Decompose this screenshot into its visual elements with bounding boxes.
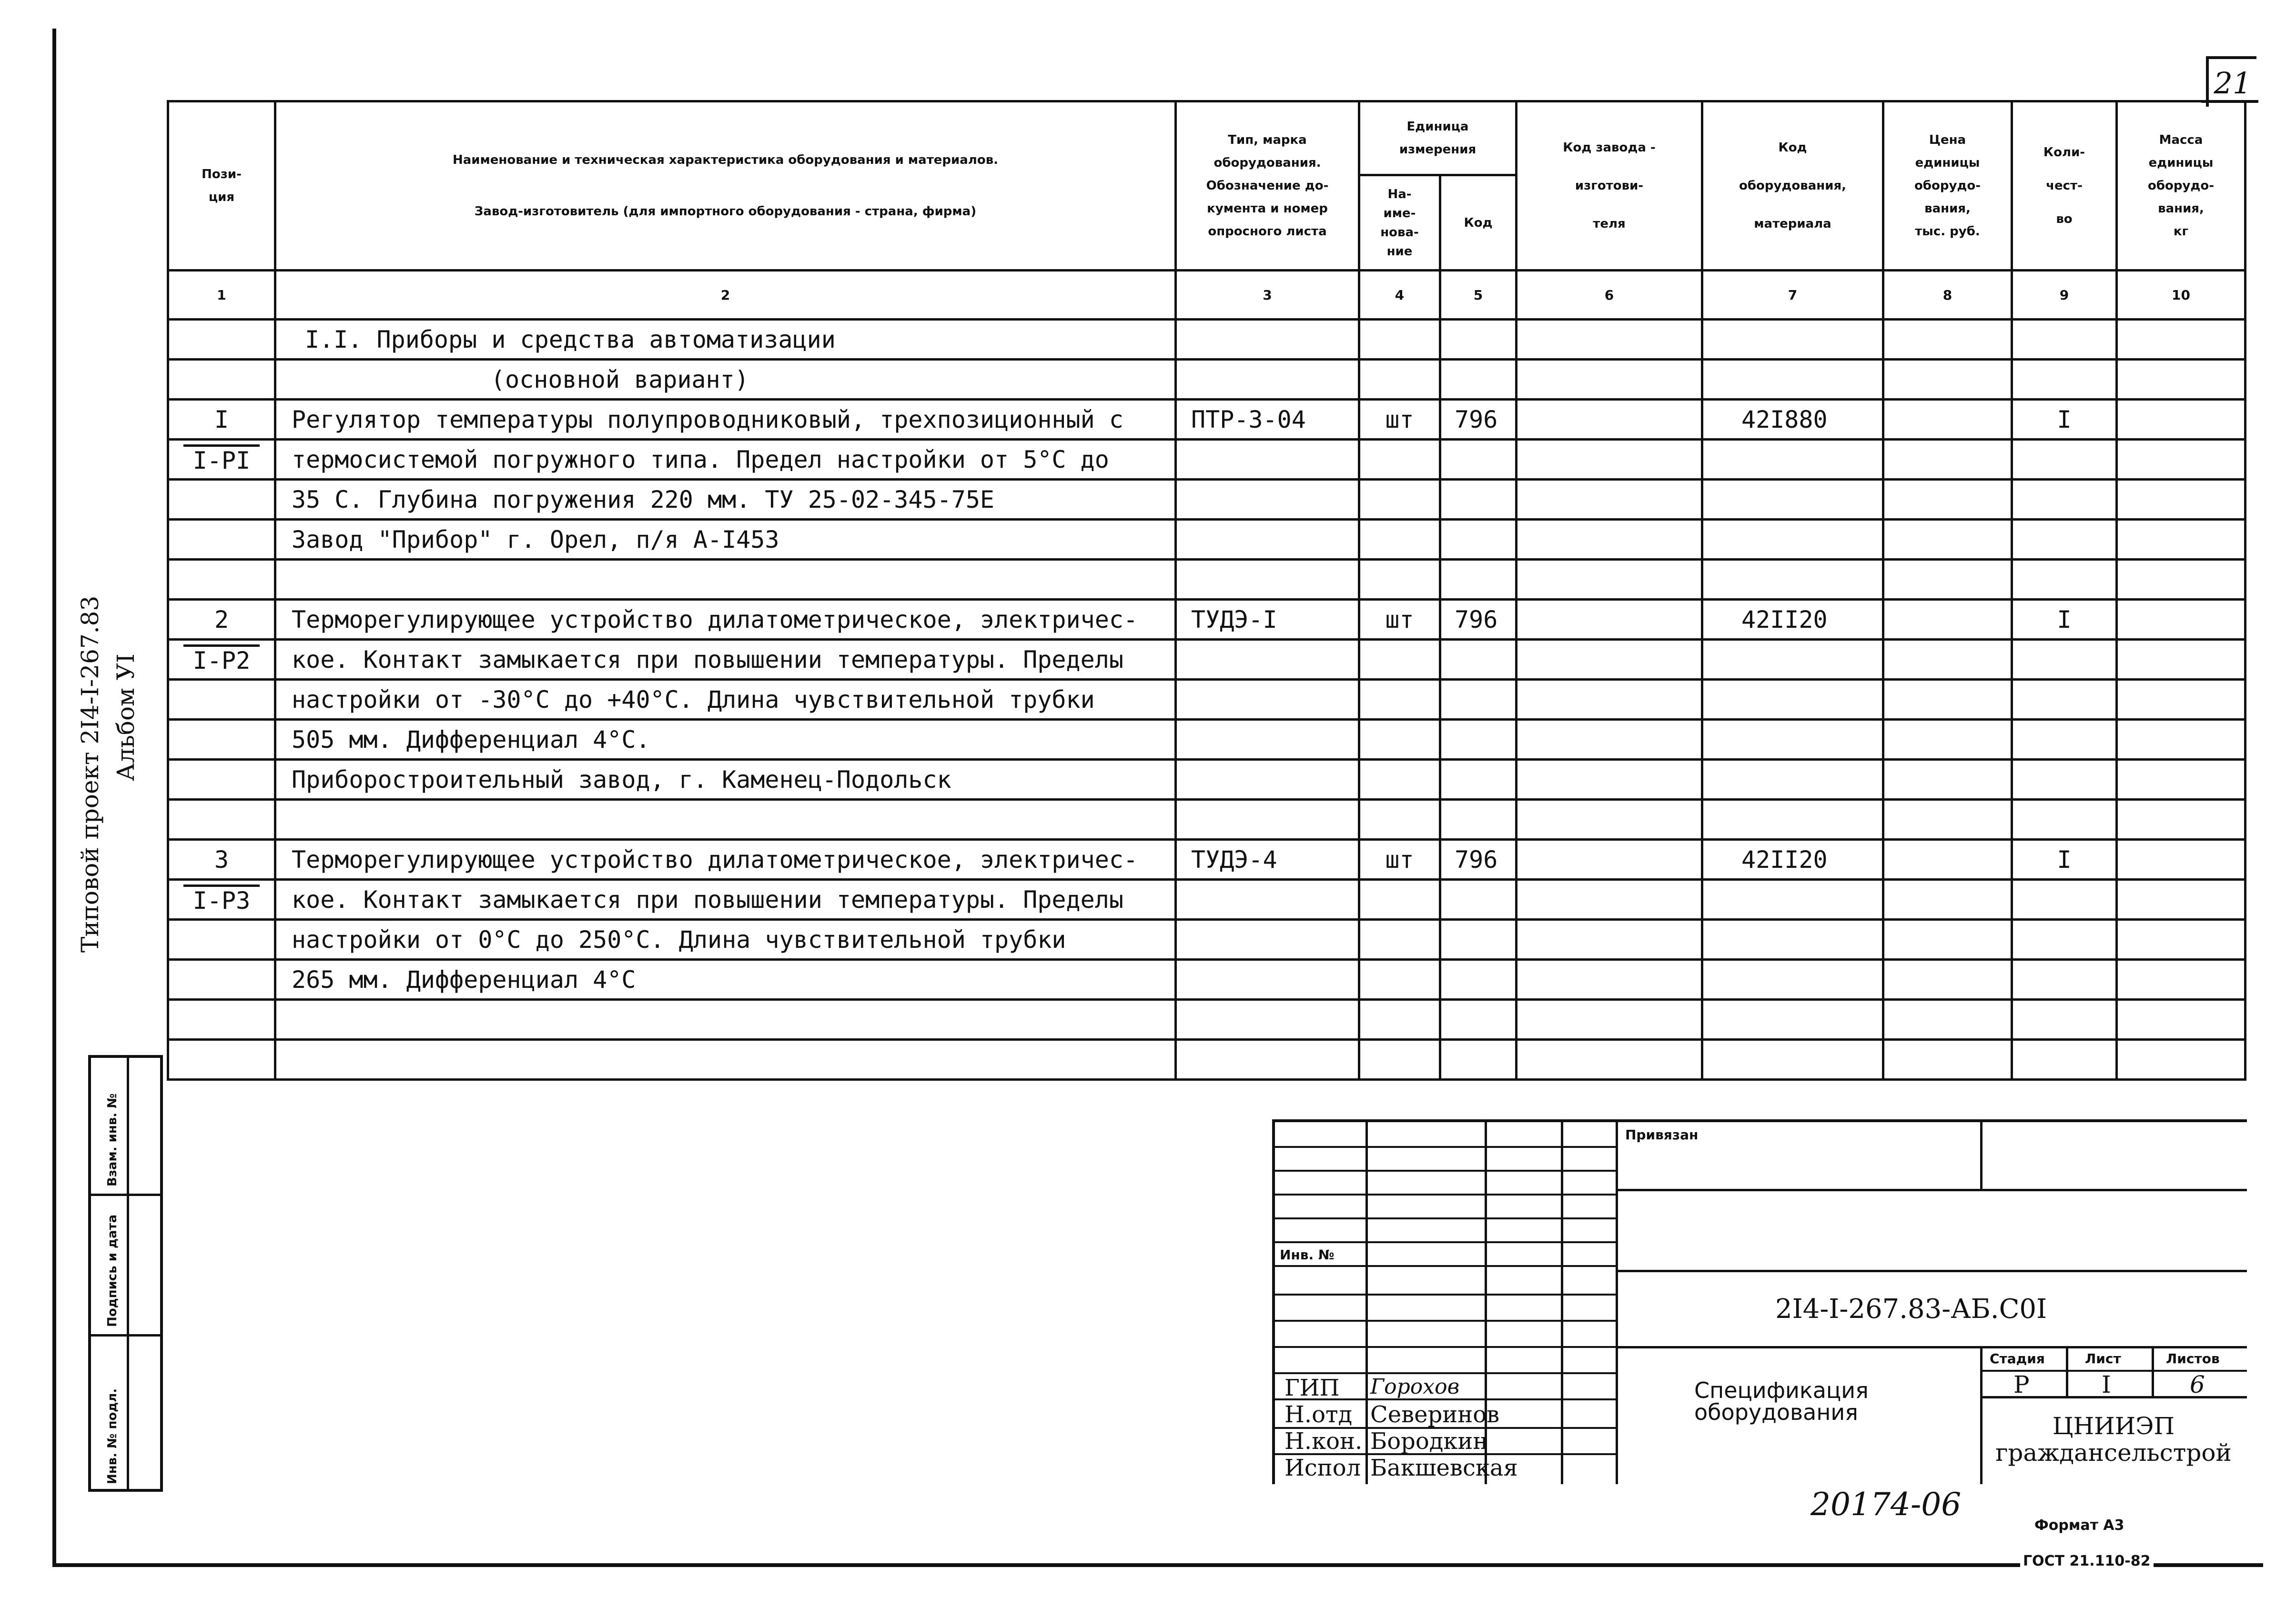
role-executor: Испол xyxy=(1285,1455,1361,1481)
stage-value: Р xyxy=(2013,1371,2030,1398)
tb-line xyxy=(2152,1346,2154,1398)
col-number: 3 xyxy=(1176,271,1359,320)
item-description: настройки от -30°С до +40°С. Длина чувствительной трубки xyxy=(275,680,1176,720)
item-description: 35 С. Глубина погружения 220 мм. ТУ 25-02-345-75Е xyxy=(275,480,1176,520)
side-album-title: Альбом УI xyxy=(112,653,140,781)
item-equipment-code: 42II20 xyxy=(1702,840,1883,880)
tb-line xyxy=(1275,1346,1616,1348)
gost-label: ГОСТ 21.110-82 xyxy=(2020,1553,2154,1569)
sheet-value: I xyxy=(2102,1371,2111,1398)
format-label: Формат А3 xyxy=(2034,1517,2124,1534)
table-row xyxy=(168,880,2245,920)
frame-left-border xyxy=(52,29,56,1567)
table-row xyxy=(168,1000,2245,1040)
sheet-label: Лист xyxy=(2085,1351,2121,1367)
tb-line xyxy=(1275,1194,1616,1196)
item-unit-code: 796 xyxy=(1440,400,1517,440)
item-equipment-code: 42I880 xyxy=(1702,400,1883,440)
col-number: 4 xyxy=(1359,271,1440,320)
stamp-label-inv-original: Инв. № подл. xyxy=(105,1388,120,1484)
item-description: настройки от 0°С до 250°С. Длина чувствительной трубки xyxy=(275,920,1176,960)
col-number: 10 xyxy=(2117,271,2245,320)
name-head-control: Бородкин xyxy=(1370,1428,1488,1455)
item-type: ТУДЭ-I xyxy=(1176,600,1359,640)
tb-line xyxy=(1275,1170,1616,1172)
handwritten-number: 20174-06 xyxy=(1811,1486,1962,1523)
table-row xyxy=(168,600,2245,640)
stage-label: Стадия xyxy=(1990,1351,2045,1367)
table-row xyxy=(168,840,2245,880)
header-unit-name: На- име- нова- ние xyxy=(1359,175,1440,271)
item-unit: шт xyxy=(1359,840,1440,880)
header-quantity: Коли- чест- во xyxy=(2012,101,2117,271)
table-row xyxy=(168,1040,2245,1080)
header-unit-price: Цена единицы оборудо- вания, тыс. руб. xyxy=(1883,101,2012,271)
tb-line xyxy=(1275,1146,1616,1148)
item-description: Регулятор температуры полупроводниковый, трехпозиционный с xyxy=(275,400,1176,440)
tb-line xyxy=(1275,1372,1616,1374)
table-row xyxy=(168,920,2245,960)
role-head-control: Н.кон. xyxy=(1285,1428,1363,1455)
table-row xyxy=(168,440,2245,480)
role-head-dept: Н.отд xyxy=(1285,1401,1353,1428)
stamp-divider xyxy=(91,1334,160,1337)
table-row xyxy=(168,520,2245,560)
section-subtitle: (основной вариант) xyxy=(275,360,1176,400)
col-number: 1 xyxy=(168,271,275,320)
table-row xyxy=(168,800,2245,840)
item-description: Приборостроительный завод, г. Каменец-Подольск xyxy=(275,760,1176,800)
header-factory-code: Код завода - изготови- теля xyxy=(1517,101,1702,271)
document-code: 2I4-I-267.83-АБ.С0I xyxy=(1775,1294,2047,1325)
role-gip: ГИП xyxy=(1285,1375,1340,1401)
sheets-value: 6 xyxy=(2190,1371,2205,1398)
item-unit-code: 796 xyxy=(1440,840,1517,880)
item-type: ТУДЭ-4 xyxy=(1176,840,1359,880)
item-unit-code: 796 xyxy=(1440,600,1517,640)
item-description: термосистемой погружного типа. Предел настройки от 5°С до xyxy=(275,440,1176,480)
item-subposition-label: I-PI xyxy=(183,444,260,474)
table-row xyxy=(168,960,2245,1000)
item-unit: шт xyxy=(1359,600,1440,640)
item-quantity: I xyxy=(2012,400,2117,440)
header-type: Тип, марка оборудования. Обозначение до- кумента и номер опросного листа xyxy=(1176,101,1359,271)
organization-name: ЦНИИЭП граждансельстрой xyxy=(1995,1412,2232,1467)
item-subposition xyxy=(168,640,275,680)
frame-bottom-border xyxy=(52,1563,2263,1567)
name-gip: Горохов xyxy=(1370,1375,1460,1399)
table-row xyxy=(168,680,2245,720)
item-description: Терморегулирующее устройство дилатометрическое, электричес- xyxy=(275,840,1176,880)
name-head-dept: Северинов xyxy=(1370,1401,1500,1428)
header-equipment-code: Код оборудования, материала xyxy=(1702,101,1883,271)
header-position: Пози- ция xyxy=(168,101,275,271)
header-name-line2: Завод-изготовитель (для импортного оборудования - страна, фирма) xyxy=(474,204,977,219)
stamp-inner-line xyxy=(127,1058,129,1489)
item-description: кое. Контакт замыкается при повышении температуры. Пределы xyxy=(275,640,1176,680)
col-number: 6 xyxy=(1517,271,1702,320)
tb-line xyxy=(1275,1217,1616,1219)
title-block xyxy=(1272,1119,2247,1484)
specification-table xyxy=(167,100,2246,1081)
table-row xyxy=(168,560,2245,600)
stamp-label-replaced-inv: Взам. инв. № xyxy=(105,1093,120,1186)
tb-line xyxy=(2066,1346,2068,1398)
header-name xyxy=(275,101,1176,271)
item-description: 505 мм. Дифференциал 4°С. xyxy=(275,720,1176,760)
tb-line xyxy=(1980,1346,1982,1484)
item-subposition xyxy=(168,880,275,920)
item-subposition-label: I-P3 xyxy=(183,884,260,915)
item-unit: шт xyxy=(1359,400,1440,440)
header-name-line1: Наименование и техническая характеристика оборудования и материалов. xyxy=(452,153,999,167)
col-number: 2 xyxy=(275,271,1176,320)
col-number: 8 xyxy=(1883,271,2012,320)
tb-line xyxy=(1980,1122,1982,1189)
header-unit: Единица измерения xyxy=(1359,101,1517,175)
table-row xyxy=(168,480,2245,520)
table-row xyxy=(168,760,2245,800)
item-position: I xyxy=(168,400,275,440)
tb-line xyxy=(1616,1189,2247,1191)
tb-line xyxy=(1275,1241,1616,1243)
tb-line xyxy=(1275,1320,1616,1322)
stamp-label-signature-date: Подпись и дата xyxy=(105,1214,120,1327)
page-number: 21 xyxy=(2206,56,2256,107)
item-description: 265 мм. Дифференциал 4°С xyxy=(275,960,1176,1000)
tb-line xyxy=(1275,1265,1616,1267)
tb-line xyxy=(1616,1270,2247,1272)
item-position: 2 xyxy=(168,600,275,640)
item-description: кое. Контакт замыкается при повышении температуры. Пределы xyxy=(275,880,1176,920)
tb-line xyxy=(1616,1122,1618,1484)
item-subposition xyxy=(168,440,275,480)
tb-line xyxy=(1365,1122,1368,1484)
tb-line xyxy=(1561,1122,1563,1484)
table-row xyxy=(168,640,2245,680)
document-title: Спецификация оборудования xyxy=(1694,1377,1869,1425)
item-subposition-label: I-P2 xyxy=(183,644,260,674)
section-title: I.I. Приборы и средства автоматизации xyxy=(275,320,1176,360)
table-row xyxy=(168,360,2245,400)
name-executor: Бакшевская xyxy=(1370,1455,1518,1481)
table-row xyxy=(168,400,2245,440)
item-position: 3 xyxy=(168,840,275,880)
col-number: 9 xyxy=(2012,271,2117,320)
item-description: Завод "Прибор" г. Орел, п/я А-I453 xyxy=(275,520,1176,560)
item-equipment-code: 42II20 xyxy=(1702,600,1883,640)
header-unit-code: Код xyxy=(1440,175,1517,271)
item-quantity: I xyxy=(2012,840,2117,880)
stamp-divider xyxy=(91,1194,160,1196)
sheets-label: Листов xyxy=(2166,1351,2220,1367)
inv-no-label: Инв. № xyxy=(1280,1247,1335,1263)
left-stamp-column xyxy=(88,1055,163,1492)
item-type: ПТР-3-04 xyxy=(1176,400,1359,440)
side-project-title: Типовой проект 2I4-I-267.83 xyxy=(76,595,104,953)
tb-line xyxy=(1275,1294,1616,1296)
item-quantity: I xyxy=(2012,600,2117,640)
item-description: Терморегулирующее устройство дилатометрическое, электричес- xyxy=(275,600,1176,640)
table-row xyxy=(168,320,2245,360)
col-number: 7 xyxy=(1702,271,1883,320)
table-row xyxy=(168,720,2245,760)
header-mass: Масса единицы оборудо- вания, кг xyxy=(2117,101,2245,271)
col-number: 5 xyxy=(1440,271,1517,320)
privyazan-label: Привязан xyxy=(1625,1127,1699,1143)
